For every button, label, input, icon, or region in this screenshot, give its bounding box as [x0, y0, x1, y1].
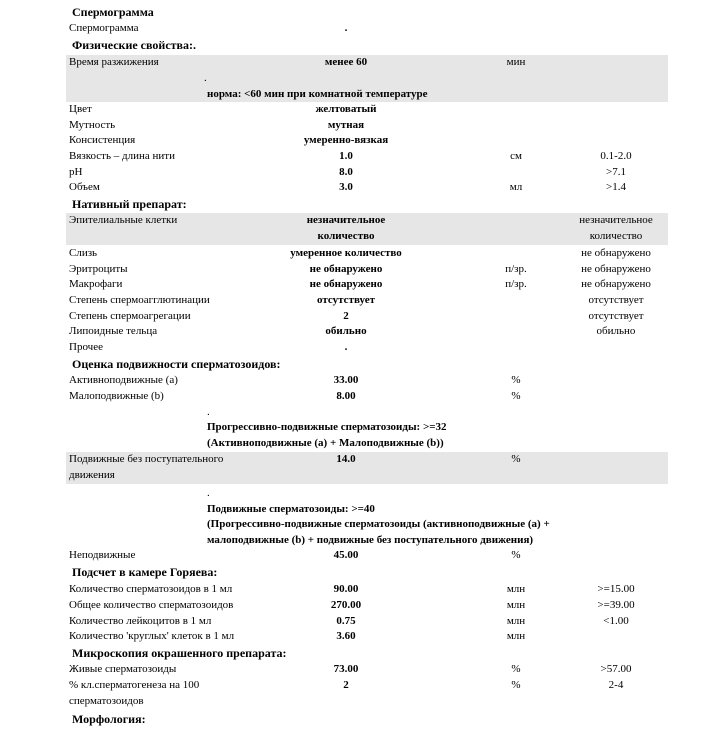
row-name: Подвижные без поступательного: [69, 453, 224, 465]
row-norm: количество: [589, 230, 643, 242]
row-name: pH: [69, 166, 83, 178]
row-value: 1.0: [339, 150, 353, 162]
row-unit: п/зр.: [505, 278, 527, 290]
row-name: Вязкость – длина нити: [69, 150, 175, 162]
row-name: % кл.сперматогенеза на 100: [69, 679, 200, 691]
report-title: Спермограмма: [72, 5, 154, 19]
row-value: умеренно-вязкая: [303, 134, 389, 146]
row-norm: отсутствует: [588, 310, 644, 322]
progressive-note-formula: (Активноподвижные (a) + Малоподвижные (b)): [207, 437, 444, 449]
row-norm: >=39.00: [597, 599, 635, 611]
table-row-liquefaction: [66, 55, 668, 102]
row-name: сперматозоидов: [69, 695, 144, 707]
row-name: Объем: [69, 181, 100, 193]
table-row-spermatogenesis: [66, 678, 668, 710]
row-norm: >7.1: [606, 166, 626, 178]
row-name: Время разжижения: [69, 56, 159, 68]
motile-note: Подвижные сперматозоиды: >=40: [207, 503, 375, 515]
row-value: не обнаружено: [309, 263, 383, 275]
row-unit: см: [510, 150, 522, 162]
row-value: количество: [317, 230, 375, 242]
row-value: мутная: [327, 119, 365, 131]
row-name: Эритроциты: [69, 263, 128, 275]
row-value: 14.0: [336, 453, 356, 465]
row-value: отсутствует: [317, 294, 375, 306]
section-title-morphology: Морфология:: [72, 712, 146, 726]
row-name: Активноподвижные (a): [69, 374, 178, 386]
row-unit: %: [511, 390, 521, 402]
row-value: 8.0: [339, 166, 353, 178]
note-dot: .: [207, 406, 210, 418]
row-value: 3.60: [336, 630, 356, 642]
row-norm: не обнаружено: [581, 278, 651, 290]
row-norm: незначительное: [579, 214, 653, 226]
row-unit: млн: [506, 599, 526, 611]
row-unit: мл: [509, 181, 523, 193]
row-value: обильно: [325, 325, 367, 337]
row-name: Мутность: [69, 119, 116, 131]
row-name: Живые сперматозоиды: [69, 663, 177, 675]
row-unit: %: [511, 679, 521, 691]
row-norm: обильно: [596, 325, 636, 337]
row-name: Макрофаги: [69, 278, 123, 290]
row-unit: %: [511, 453, 521, 465]
row-norm: >=15.00: [597, 583, 635, 595]
row-norm: не обнаружено: [581, 247, 651, 259]
row-value: незначительное: [306, 214, 386, 226]
section-title-goryaev: Подсчет в камере Горяева:: [72, 565, 218, 579]
row-name: Слизь: [69, 247, 98, 259]
row-value: .: [344, 22, 348, 34]
row-value: 8.00: [336, 390, 356, 402]
row-unit: млн: [506, 615, 526, 627]
row-value: .: [344, 341, 348, 353]
row-norm: 0.1-2.0: [600, 150, 632, 162]
row-dot: .: [204, 72, 207, 84]
section-title-physical: Физические свойства:.: [72, 38, 197, 52]
row-norm: отсутствует: [588, 294, 644, 306]
row-unit: млн: [506, 583, 526, 595]
row-value: 0.75: [336, 615, 356, 627]
row-name: движения: [69, 469, 115, 481]
row-unit: млн: [506, 630, 526, 642]
progressive-note: Прогрессивно-подвижные сперматозоиды: >=32: [207, 421, 447, 433]
row-value: желтоватый: [315, 103, 377, 115]
row-value: 90.00: [333, 583, 359, 595]
table-row-epithelium: [66, 213, 668, 245]
row-value: 45.00: [333, 549, 359, 561]
row-value: не обнаружено: [309, 278, 383, 290]
row-norm: >1.4: [606, 181, 626, 193]
row-value: 2: [343, 679, 349, 691]
row-name: Количество сперматозоидов в 1 мл: [69, 583, 233, 595]
row-note: норма: <60 мин при комнатной температуре: [207, 88, 428, 100]
row-value: 270.00: [330, 599, 362, 611]
row-value: умеренное количество: [290, 247, 402, 259]
row-norm: 2-4: [608, 679, 624, 691]
row-name: Спермограмма: [69, 22, 139, 34]
row-name: Количество лейкоцитов в 1 мл: [69, 615, 212, 627]
row-name: Эпителиальные клетки: [69, 214, 178, 226]
row-name: Степень спермоагрегации: [69, 310, 191, 322]
row-name: Неподвижные: [69, 549, 136, 561]
row-unit: мин: [506, 56, 526, 68]
row-unit: %: [511, 549, 521, 561]
row-unit: %: [511, 374, 521, 386]
row-value: 33.00: [333, 374, 359, 386]
row-value: 2: [343, 310, 349, 322]
motile-note-formula: (Прогрессивно-подвижные сперматозоиды (активноподвижные (a) +: [207, 518, 550, 530]
row-unit: п/зр.: [505, 263, 527, 275]
row-name: Прочее: [69, 341, 103, 353]
row-unit: %: [511, 663, 521, 675]
row-norm: не обнаружено: [581, 263, 651, 275]
section-title-native: Нативный препарат:: [72, 197, 187, 211]
row-value: 3.0: [339, 181, 353, 193]
row-norm: >57.00: [600, 663, 632, 675]
row-norm: <1.00: [603, 615, 629, 627]
row-name: Общее количество сперматозоидов: [69, 599, 234, 611]
table-row-non-progressive: [66, 452, 668, 484]
row-name: Липоидные тельца: [69, 325, 158, 337]
row-value: менее 60: [324, 56, 368, 68]
row-value: 73.00: [333, 663, 359, 675]
note-dot: .: [207, 487, 210, 499]
row-name: Количество 'круглых' клеток в 1 мл: [69, 630, 235, 642]
row-name: Консистенция: [69, 134, 136, 146]
row-name: Степень спермоагглютинации: [69, 294, 210, 306]
row-name: Цвет: [69, 103, 92, 115]
row-name: Малоподвижные (b): [69, 390, 164, 402]
motile-note-formula-cont: малоподвижные (b) + подвижные без поступательного движения): [207, 534, 534, 546]
section-title-motility: Оценка подвижности сперматозоидов:: [72, 357, 281, 371]
section-title-stained: Микроскопия окрашенного препарата:: [72, 646, 287, 660]
